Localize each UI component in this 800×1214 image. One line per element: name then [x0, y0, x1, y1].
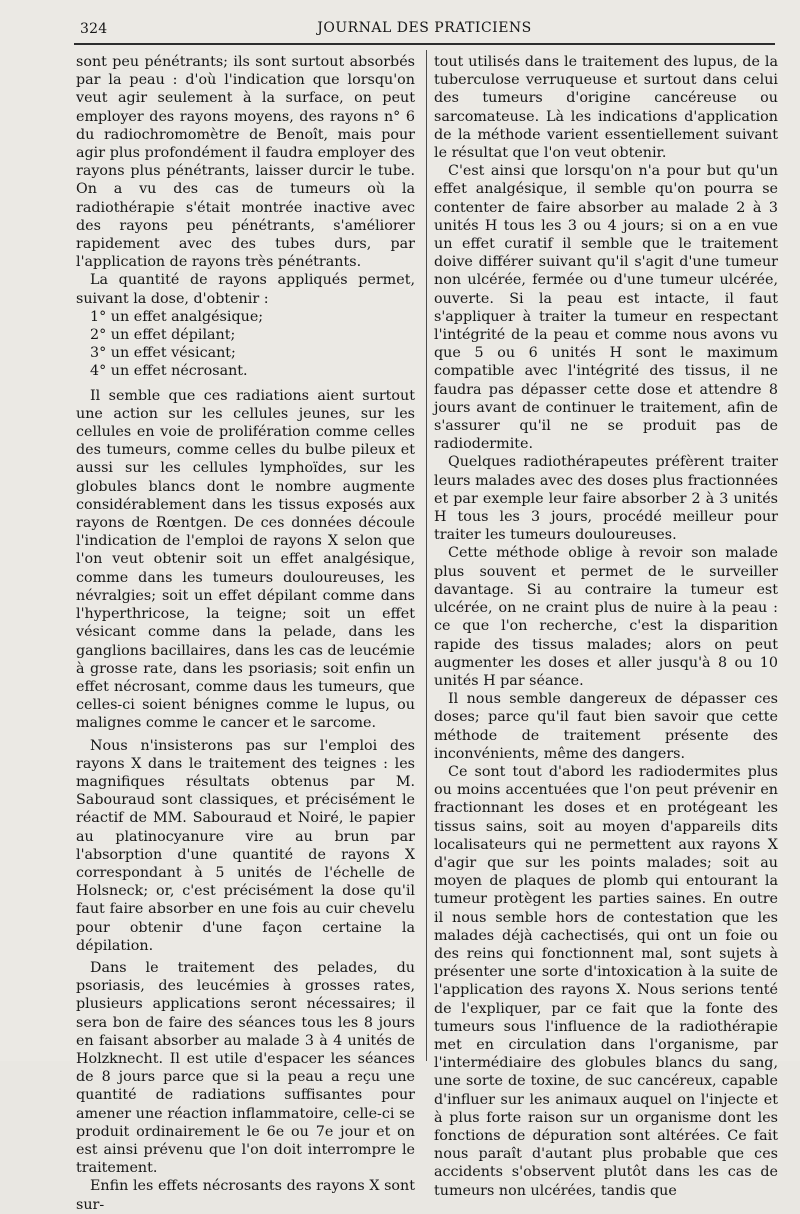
- page-number: 324: [80, 21, 108, 37]
- journal-title: JOURNAL DES PRATICIENS: [317, 20, 532, 36]
- paragraph: Quelques radiothérapeutes préfèrent traiter leurs malades avec des doses plus fractionnées et par exemple leur faire absorber 2 à 3 unités H tous les 3 jours, procédé meilleur pour traiter les tumeurs douloureuses.: [434, 454, 778, 544]
- paragraph: Ce sont tout d'abord les radiodermites plus ou moins accentuées que l'on peut prévenir en fractionnant les doses et en protégeant les tissus sains, soit au moyen d'appareils dits localisateurs qui ne permettent aux rayons X d'agir que sur les points malades; soit au moyen de plaques de plomb qui entourant la tumeur protègent les parties saines. En outre il nous semble hors de contestation que les malades déjà cachectisés, qui ont un foie ou des reins qui fonctionnent mal, sont sujets à présenter une sorte d'intoxication à la suite de l'application des rayons X. Nous serions tenté de l'expliquer, par ce fait que la fonte des tumeurs sous l'influence de la radiothérapie met en circulation dans l'organisme, par l'intermédiaire des globules blancs du sang, une sorte de toxine, de suc cancéreux, capable d'influer sur les animaux auquel on l'injecte et à plus forte raison sur un organisme dont les fonctions de dépuration sont altérées. Ce fait nous paraît d'autant plus probable que ces accidents s'observent plutôt dans les cas de tumeurs non ulcérées, tandis que: [434, 763, 778, 1199]
- paragraph: Nous n'insisterons pas sur l'emploi des rayons X dans le traitement des teignes : les magnifiques résultats obtenus par M. Sabouraud sont classiques, et précisément le réactif de MM. Sabouraud et Noiré, le papier au platinocyanure vire au brun par l'absorption d'une quantité de rayons X correspondant à 5 unités de l'échelle de Holsneck; or, c'est précisément la dose qu'il faut faire absorber en une fois au cuir chevelu pour obtenir d'une façon certaine la dépilation.: [76, 737, 415, 954]
- right-column: [434, 53, 778, 1200]
- list-item: 3° un effet vésicant;: [90, 345, 236, 362]
- paragraph: Dans le traitement des pelades, du psoriasis, des leucémies à grosses rates, plusieurs applications seront nécessaires; il sera bon de faire des séances tous les 8 jours en faisant absorber au malade 3 à 4 unités de Holzknecht. Il est utile d'espacer les séances de 8 jours parce que si la peau a reçu une quantité de radiations suffisantes pour amener une réaction inflammatoire, celle-ci se produit ordinairement le 6e ou 7e jour et on est ainsi prévenu que l'on doit interrompre le traitement.: [76, 959, 415, 1177]
- column-divider: [426, 50, 427, 1061]
- paragraph: Il nous semble dangereux de dépasser ces doses; parce qu'il faut bien savoir que cette méthode de traitement présente des inconvénients, même des dangers.: [434, 691, 778, 762]
- paragraph: tout utilisés dans le traitement des lupus, de la tuberculose verruqueuse et surtout dans celui des tumeurs d'origine cancéreuse ou sarcomateuse. Là les indications d'application de la méthode varient essentiellement suivant le résultat que l'on veut obtenir.: [434, 54, 778, 162]
- header-rule: [74, 43, 775, 45]
- paragraph: sont peu pénétrants; ils sont surtout absorbés par la peau : d'où l'indication que lorsqu'on veut agir seulement à la surface, on peut employer des rayons moyens, des rayons n° 6 du radiochromomètre de Benoît, mais pour agir plus profondément il faudra employer des rayons plus pénétrants, laisser durcir le tube. On a vu des cas de tumeurs où la radiothérapie s'était montrée inactive avec des rayons peu pénétrants, s'améliorer rapidement avec des tubes durs, par l'application de rayons très pénétrants.: [76, 54, 415, 271]
- paragraph: Cette méthode oblige à revoir son malade plus souvent et permet de le surveiller davantage. Si au contraire la tumeur est ulcérée, on ne craint plus de nuire à la peau : ce que l'on recherche, c'est la disparition rapide des tissus malades; alors on peut augmenter les doses et aller jusqu'à 8 ou 10 unités H par séance.: [434, 545, 778, 689]
- list-item: 1° un effet analgésique;: [90, 308, 264, 325]
- paragraph: La quantité de rayons appliqués permet, suivant la dose, d'obtenir :: [76, 272, 415, 307]
- paragraph: C'est ainsi que lorsqu'on n'a pour but qu'un effet analgésique, il semble qu'on pourra se contenter de faire absorber au malade 2 à 3 unités H tous les 3 ou 4 jours; si on a en vue un effet curatif il semble que le traitement doive différer suivant qu'il s'agit d'une tumeur non ulcérée, fermée ou d'une tumeur ulcérée, ouverte. Si la peau est intacte, il faut s'appliquer à traiter la tumeur en respectant l'intégrité de la peau et comme nous avons vu que 5 ou 6 unités H sont le maximum compatible avec l'intégrité des tissus, il ne faudra pas dépasser cette dose et attendre 8 jours avant de continuer le traitement, afin de s'assurer qu'il ne se produit pas de radiodermite.: [434, 163, 778, 453]
- page-header: [74, 17, 775, 41]
- paragraph: Enfin les effets nécrosants des rayons X sont sur-: [76, 1178, 415, 1213]
- left-column: [76, 53, 415, 1214]
- paragraph: Il semble que ces radiations aient surtout une action sur les cellules jeunes, sur les cellules en voie de prolifération comme celles des tumeurs, comme celles du bulbe pileux et aussi sur les cellules lymphoïdes, sur les globules blancs dont le nombre augmente considérablement dans les tissus exposés aux rayons de Rœntgen. De ces données découle l'indication de l'emploi de rayons X selon que l'on veut obtenir soit un effet analgésique, comme dans les tumeurs douloureuses, les névralgies; soit un effet dépilant comme dans l'hyperthricose, la teigne; soit un effet vésicant comme dans la pelade, dans les ganglions bacillaires, dans les cas de leucémie à grosse rate, dans les psoriasis; soit enfin un effet nécrosant, comme daus les tumeurs, que celles-ci soient bénignes comme le lupus, ou malignes comme le cancer et le sarcome.: [76, 387, 415, 732]
- list-item: 2° un effet dépilant;: [90, 327, 236, 344]
- list-item: 4° un effet nécrosant.: [90, 363, 248, 380]
